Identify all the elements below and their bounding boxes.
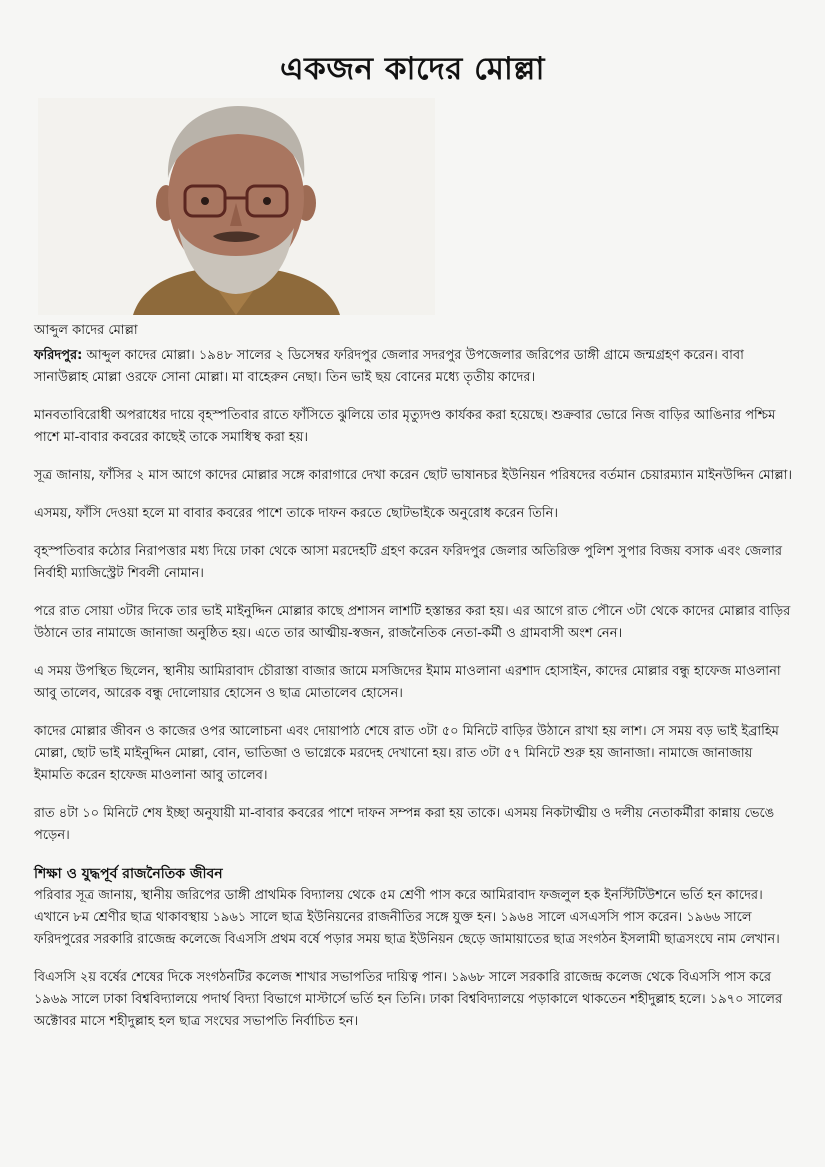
section-paragraph-2: বিএসসি ২য় বর্ষের শেষের দিকে সংগঠনটির কলেজ শাখার সভাপতির দায়িত্ব পান। ১৯৬৮ সালে সরকারি রাজেন্দ্র কলেজ থেকে বিএসসি পাস করে ১৯৬৯ সালে ঢাকা বিশ্ববিদ্যালয়ে পদার্থ বিদ্যা বিভাগে মাস্টার্সে ভর্তি হন তিনি। ঢাকা বিশ্ববিদ্যালয়ে পড়াকালে থাকতেন শহীদুল্লাহ হলে। ১৯৭০ সালের অক্টোবর মাসে শহীদুল্লাহ হল ছাত্র সংঘের সভাপতি নির্বাচিত হন। — [34, 970, 783, 1029]
paragraph-3: সূত্র জানায়, ফাঁসির ২ মাস আগে কাদের মোল্লার সঙ্গে কারাগারে দেখা করেন ছোট ভাষানচর ইউনিয়ন পরিষদের বর্তমান চেয়ারম্যান মাইনউদ্দিন মোল্লা। — [34, 468, 793, 483]
page-title: একজন কাদের মোল্লা — [280, 51, 545, 87]
section-paragraph-1: পরিবার সূত্র জানায়, স্থানীয় জরিপের ডাঙ্গী প্রাথমিক বিদ্যালয় থেকে ৫ম শ্রেণী পাস করে আমিরাবাদ ফজলুল হক ইনস্টিটিউশনে ভর্তি হন কাদের। এখানে ৮ম শ্রেণীর ছাত্র থাকাবস্থায় ১৯৬১ সালে ছাত্র ইউনিয়নের রাজনীতির সঙ্গে যুক্ত হন। ১৯৬৪ সালে এসএসসি পাস করেন। ১৯৬৬ সালে ফরিদপুরের সরকারি রাজেন্দ্র কলেজে বিএসসি প্রথম বর্ষে পড়ার সময় ছাত্র ইউনিয়ন ছেড়ে জামায়াতের ছাত্র সংগঠন ইসলামী ছাত্রসংঘে নাম লেখান। — [34, 888, 780, 947]
paragraph-2: মানবতাবিরোধী অপরাধের দায়ে বৃহস্পতিবার রাতে ফাঁসিতে ঝুলিয়ে তার মৃত্যুদণ্ড কার্যকর করা হয়েছে। শুক্রবার ভোরে নিজ বাড়ির আঙিনার পশ্চিম পাশে মা-বাবার কবরের কাছেই তাকে সমাধিস্থ করা হয়। — [34, 408, 776, 445]
paragraph-5: বৃহস্পতিবার কঠোর নিরাপত্তার মধ্য দিয়ে ঢাকা থেকে আসা মরদেহটি গ্রহণ করেন ফরিদপুর জেলার অতিরিক্ত পুলিশ সুপার বিজয় বসাক এবং জেলার নির্বাহী ম্যাজিস্ট্রেট শিবলী নোমান। — [34, 544, 783, 581]
section-heading: শিক্ষা ও যুদ্ধপূর্ব রাজনৈতিক জীবন — [34, 866, 223, 882]
portrait-photo — [38, 98, 435, 315]
section-education — [34, 863, 794, 1033]
paragraph-8: কাদের মোল্লার জীবন ও কাজের ওপর আলোচনা এবং দোয়াপাঠ শেষে রাত ৩টা ৫০ মিনিটে বাড়ির উঠানে রাখা হয় লাশ। সে সময় বড় ভাই ইব্রাহিম মোল্লা, ছোট ভাই মাইনুদ্দিন মোল্লা, বোন, ভাতিজা ও ভাগ্নেকে মরদেহ দেখানো হয়। রাত ৩টা ৫৭ মিনিটে শুরু হয় জানাজা। নামাজে জানাজায় ইমামতি করেন হাফেজ মাওলানা আবু তালেব। — [34, 724, 779, 783]
paragraph-6: পরে রাত সোয়া ৩টার দিকে তার ভাই মাইনুদ্দিন মোল্লার কাছে প্রশাসন লাশটি হস্তান্তর করা হয়। এর আগে রাত পৌনে ৩টা থেকে কাদের মোল্লার বাড়ির উঠানে তার নামাজে জানাজা অনুষ্ঠিত হয়। এতে তার আত্মীয়-স্বজন, রাজনৈতিক নেতা-কর্মী ও গ্রামবাসী অংশ নেন। — [34, 604, 791, 641]
dateline: ফরিদপুর: — [34, 348, 83, 363]
paragraph-7: এ সময় উপস্থিত ছিলেন, স্থানীয় আমিরাবাদ চৌরাস্তা বাজার জামে মসজিদের ইমাম মাওলানা এরশাদ হোসাইন, কাদের মোল্লার বন্ধু হাফেজ মাওলানা আবু তালেব, আরেক বন্ধু দোলোয়ার হোসেন ও ছাত্র মোতালেব হোসেন। — [34, 664, 781, 701]
paragraph-1: ফরিদপুর: আব্দুল কাদের মোল্লা। ১৯৪৮ সালের ২ ডিসেম্বর ফরিদপুর জেলার সদরপুর উপজেলার জরিপের ডাঙ্গী গ্রামে জন্মগ্রহণ করেন। বাবা সানাউল্লাহ মোল্লা ওরফে সোনা মোল্লা। মা বাহেরুন নেছা। তিন ভাই ছয় বোনের মধ্যে তৃতীয় কাদের। — [34, 348, 744, 385]
photo-caption: আব্দুল কাদের মোল্লা — [34, 323, 138, 338]
portrait-illustration — [38, 98, 435, 315]
article-body — [34, 345, 794, 1049]
paragraph-4: এসময়, ফাঁসি দেওয়া হলে মা বাবার কবরের পাশে তাকে দাফন করতে ছোটভাইকে অনুরোধ করেন তিনি। — [34, 506, 559, 521]
paragraph-9: রাত ৪টা ১০ মিনিটে শেষ ইচ্ছা অনুযায়ী মা-বাবার কবরের পাশে দাফন সম্পন্ন করা হয় তাকে। এসময় নিকটাত্মীয় ও দলীয় নেতাকর্মীরা কান্নায় ভেঙে পড়েন। — [34, 806, 775, 843]
